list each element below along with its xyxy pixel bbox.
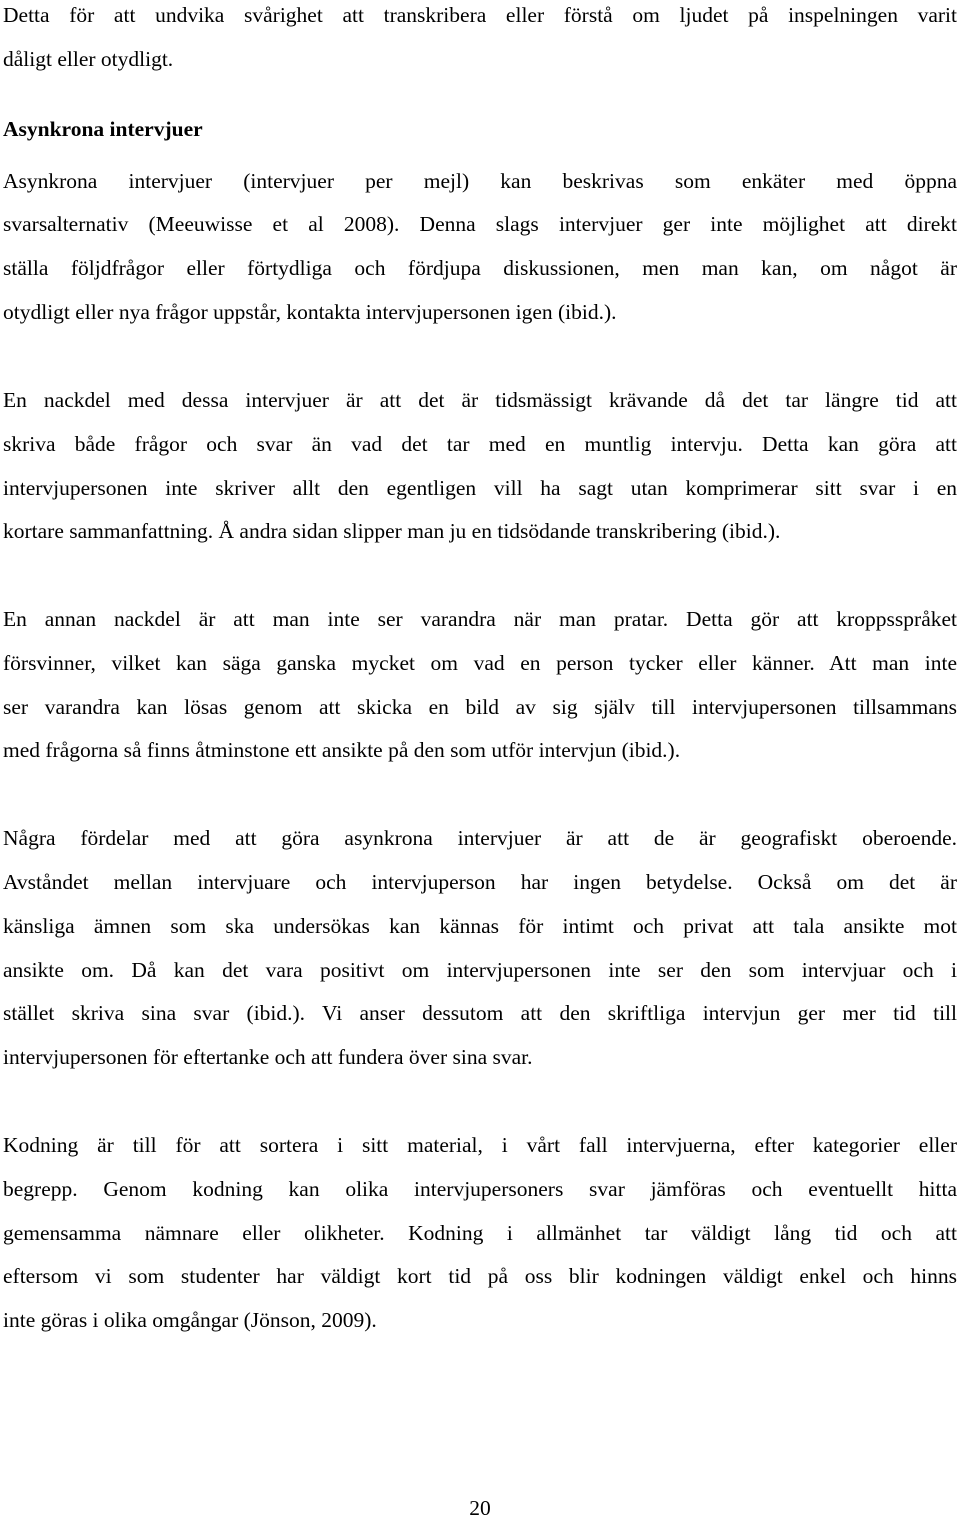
section-heading: Asynkrona intervjuer [3,117,203,141]
paragraph-line: Asynkrona intervjuer (intervjuer per mejl) kan beskrivas som enkäter med öppna [3,169,957,193]
paragraph-line: otydligt eller nya frågor uppstår, kontakta intervjupersonen igen (ibid.). [3,300,617,324]
paragraph-line: begrepp. Genom kodning kan olika intervjupersoners svar jämföras och eventuellt hitta [3,1177,957,1201]
paragraph-line: stället skriva sina svar (ibid.). Vi anser dessutom att den skriftliga intervjun ger mer tid till [3,1001,957,1025]
paragraph-line: känsliga ämnen som ska undersökas kan kännas för intimt och privat att tala ansikte mot [3,914,957,938]
paragraph-line: En nackdel med dessa intervjuer är att det är tidsmässigt krävande då det tar längre tid att [3,388,957,412]
paragraph-line: skriva både frågor och svar än vad det tar med en muntlig intervju. Detta kan göra att [3,432,957,456]
paragraph-line: ansikte om. Då kan det vara positivt om intervjupersonen inte ser den som intervjuar och i [3,958,957,982]
paragraph-line: intervjupersonen för eftertanke och att fundera över sina svar. [3,1045,533,1069]
page-number: 20 [469,1496,491,1520]
paragraph-line: Kodning är till för att sortera i sitt material, i vårt fall intervjuerna, efter kategorier eller [3,1133,957,1157]
paragraph-line: En annan nackdel är att man inte ser varandra när man pratar. Detta gör att kroppsspråket [3,607,957,631]
paragraph-line: Avståndet mellan intervjuare och intervjuperson har ingen betydelse. Också om det är [3,870,957,894]
paragraph-line: Några fördelar med att göra asynkrona intervjuer är att de är geografiskt oberoende. [3,826,957,850]
paragraph-line: inte göras i olika omgångar (Jönson, 2009). [3,1308,377,1332]
paragraph-line: försvinner, vilket kan säga ganska mycket om vad en person tycker eller känner. Att man inte [3,651,957,675]
paragraph-line: med frågorna så finns åtminstone ett ansikte på den som utför intervjun (ibid.). [3,738,681,762]
paragraph-line: dåligt eller otydligt. [3,47,174,71]
paragraph-line: gemensamma nämnare eller olikheter. Kodning i allmänhet tar väldigt lång tid och att [3,1221,957,1245]
paragraph-line: ställa följdfrågor eller förtydliga och fördjupa diskussionen, men man kan, om något är [3,256,957,280]
paragraph-line: eftersom vi som studenter har väldigt kort tid på oss blir kodningen väldigt enkel och hinns [3,1264,957,1288]
paragraph-line: ser varandra kan lösas genom att skicka en bild av sig själv till intervjupersonen tillsammans [3,695,957,719]
paragraph-line: Detta för att undvika svårighet att transkribera eller förstå om ljudet på inspelningen varit [3,3,957,27]
paragraph-line: svarsalternativ (Meeuwisse et al 2008). Denna slags intervjuer ger inte möjlighet att direkt [3,212,957,236]
paragraph-line: kortare sammanfattning. Å andra sidan slipper man ju en tidsödande transkribering (ibid.). [3,519,781,543]
paragraph-line: intervjupersonen inte skriver allt den egentligen vill ha sagt utan komprimerar sitt svar i en [3,476,957,500]
